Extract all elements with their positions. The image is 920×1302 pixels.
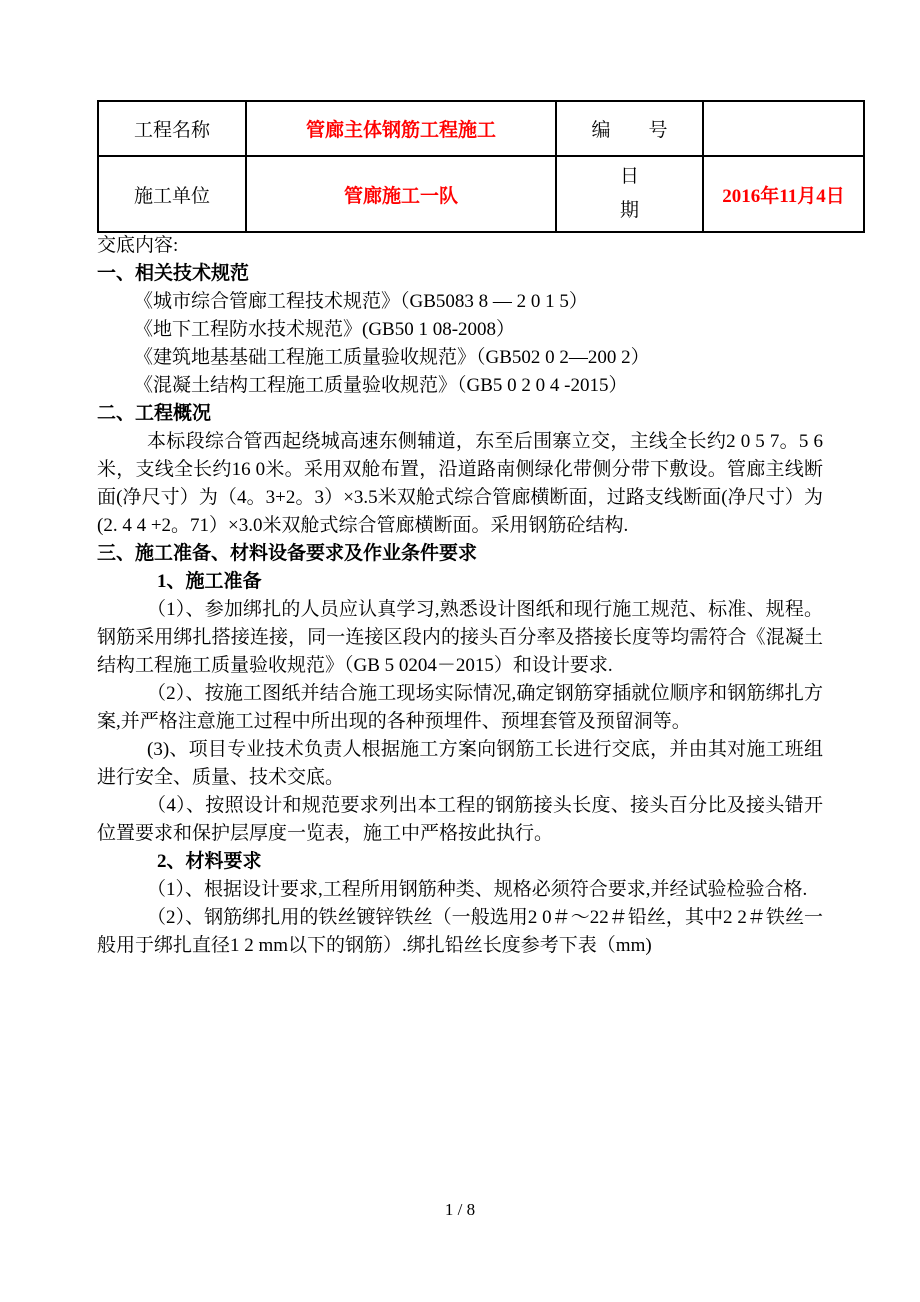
number-label: 编 号 <box>556 101 703 156</box>
paragraph-heading: 一、相关技术规范 <box>97 263 250 284</box>
construction-unit-label: 施工单位 <box>98 156 246 232</box>
paragraph-body: 本标段综合管西起绕城高速东侧辅道，东至后围寨立交，主线全长约2 0 5 7。5 6米，支线全长约16 0米。采用双舱布置，沿道路南侧绿化带侧分带下敷设。管廊主线断面(净尺寸）为（4。3+2。3）×3.5米双舱式综合管廊横断面，过路支线断面(净尺寸）为(2. 4 4 +2。71）×3.0米双舱式综合管廊横断面。采用钢筋砼结构. <box>97 431 823 536</box>
date-value: 2016年11月4日 <box>703 156 864 232</box>
paragraph-body: （2）、按施工图纸并结合施工现场实际情况,确定钢筋穿插就位顺序和钢筋绑扎方案,并严格注意施工过程中所出现的各种预埋件、预埋套管及预留洞等。 <box>97 683 823 732</box>
paragraph-body: (3)、项目专业技术负责人根据施工方案向钢筋工长进行交底，并由其对施工班组进行安全、质量、技术交底。 <box>97 739 823 788</box>
header-table-row-2 <box>98 156 864 232</box>
paragraph-reference: 《建筑地基基础工程施工质量验收规范》（GB502 0 2—200 2） <box>134 347 650 368</box>
construction-unit-value: 管廊施工一队 <box>246 156 556 232</box>
paragraph-body: （4）、按照设计和规范要求列出本工程的钢筋接头长度、接头百分比及接头错开位置要求和保护层厚度一览表，施工中严格按此执行。 <box>97 795 823 844</box>
paragraph-reference: 《地下工程防水技术规范》(GB50 1 08-2008） <box>134 319 516 340</box>
date-label-cell <box>556 156 703 232</box>
paragraph-reference: 《城市综合管廊工程技术规范》（GB5083 8 — 2 0 1 5） <box>134 291 588 312</box>
paragraph-label: 交底内容: <box>97 235 179 256</box>
paragraph-body-wide: （1）、根据设计要求,工程所用钢筋种类、规格必须符合要求,并经试验检验合格. <box>147 879 808 900</box>
header-table <box>97 100 865 233</box>
date-label: 日期 <box>619 166 639 221</box>
paragraph-heading: 二、工程概况 <box>97 403 212 424</box>
project-name-value: 管廊主体钢筋工程施工 <box>246 101 556 156</box>
paragraph-reference: 《混凝土结构工程施工质量验收规范》（GB5 0 2 0 4 -2015） <box>134 375 628 396</box>
number-value <box>703 101 864 156</box>
paragraph-body: （1）、参加绑扎的人员应认真学习,熟悉设计图纸和现行施工规范、标准、规程。钢筋采用绑扎搭接连接，同一连接区段内的接头百分率及搭接长度等均需符合《混凝土结构工程施工质量验收规范》（GB 5 0204－2015）和设计要求. <box>97 599 823 676</box>
document-content <box>97 232 823 960</box>
project-name-label: 工程名称 <box>98 101 246 156</box>
paragraph-heading: 三、施工准备、材料设备要求及作业条件要求 <box>97 543 478 564</box>
paragraph-body-wide: （2）、钢筋绑扎用的铁丝镀锌铁丝（一般选用2 0＃～22＃铅丝，其中2 2＃铁丝一般用于绑扎直径1 2 mm以下的钢筋）.绑扎铅丝长度参考下表（mm) <box>97 907 823 956</box>
paragraph-subheading: 1、施工准备 <box>157 571 262 592</box>
header-table-row-1 <box>98 101 864 156</box>
paragraph-subheading: 2、材料要求 <box>157 851 262 872</box>
page-number: 1 / 8 <box>444 1200 476 1219</box>
